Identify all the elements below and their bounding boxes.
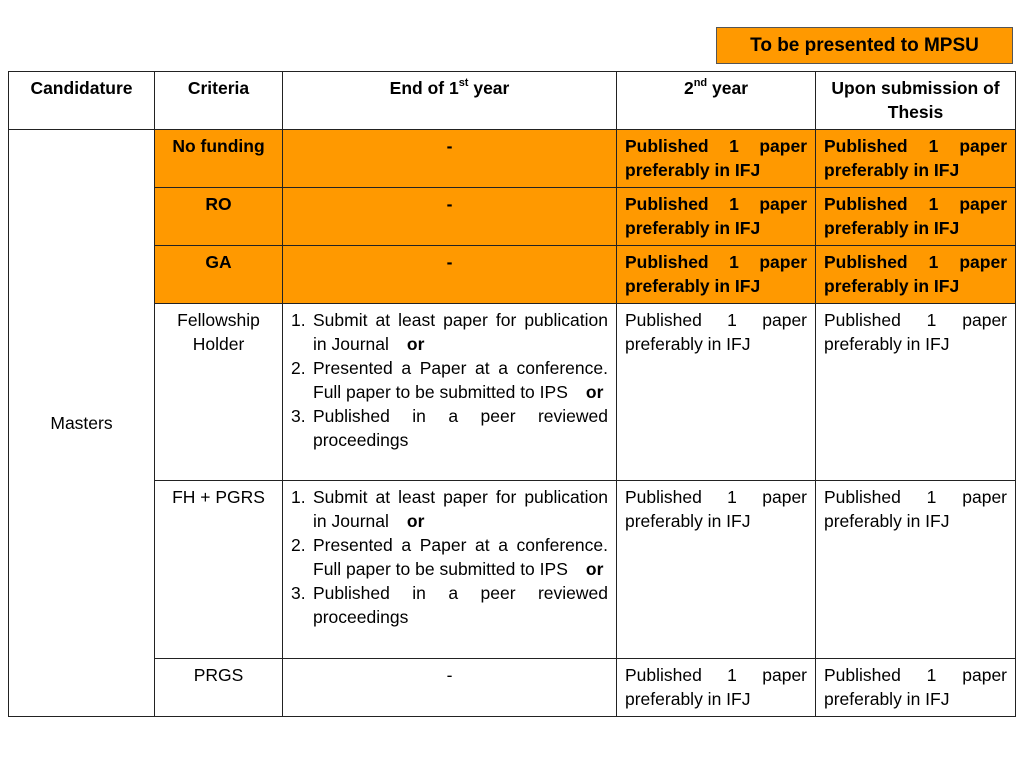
criteria-cell: FH + PGRS <box>155 481 283 659</box>
end-year1-cell <box>283 481 617 659</box>
criteria-cell: PRGS <box>155 659 283 717</box>
requirement-list <box>291 308 608 452</box>
criteria-cell: GA <box>155 246 283 304</box>
end-year1-cell: - <box>283 130 617 188</box>
end-year1-cell: - <box>283 188 617 246</box>
thesis-cell: Published 1 paper preferably in IFJ <box>816 130 1016 188</box>
end-year1-cell: - <box>283 246 617 304</box>
thesis-cell: Published 1 paper preferably in IFJ <box>816 304 1016 481</box>
list-item: 3. Published in a peer reviewed proceedings <box>291 583 608 627</box>
table-row <box>9 130 1016 188</box>
criteria-cell: No funding <box>155 130 283 188</box>
year2-cell: Published 1 paper preferably in IFJ <box>617 130 816 188</box>
criteria-cell: Fellowship Holder <box>155 304 283 481</box>
table-row <box>9 188 1016 246</box>
header-end-of-first-year: End of 1st year <box>283 72 617 130</box>
thesis-cell: Published 1 paper preferably in IFJ <box>816 246 1016 304</box>
header-thesis-submission: Upon submission of Thesis <box>816 72 1016 130</box>
thesis-cell: Published 1 paper preferably in IFJ <box>816 659 1016 717</box>
end-year1-cell: - <box>283 659 617 717</box>
thesis-cell: Published 1 paper preferably in IFJ <box>816 188 1016 246</box>
end-year1-cell <box>283 304 617 481</box>
candidature-masters: Masters <box>9 130 155 717</box>
header-row <box>9 72 1016 130</box>
header-criteria: Criteria <box>155 72 283 130</box>
table-row <box>9 304 1016 481</box>
list-item: 2. Presented a Paper at a conference. Full paper to be submitted to IPS or <box>291 358 608 402</box>
year2-cell: Published 1 paper preferably in IFJ <box>617 246 816 304</box>
thesis-cell: Published 1 paper preferably in IFJ <box>816 481 1016 659</box>
header-candidature: Candidature <box>9 72 155 130</box>
list-item: 1. Submit at least paper for publication in Journal or <box>291 310 608 354</box>
criteria-cell: RO <box>155 188 283 246</box>
year2-cell: Published 1 paper preferably in IFJ <box>617 481 816 659</box>
list-item: 1. Submit at least paper for publication in Journal or <box>291 487 608 531</box>
year2-cell: Published 1 paper preferably in IFJ <box>617 304 816 481</box>
table-row <box>9 659 1016 717</box>
table-row <box>9 246 1016 304</box>
table-row <box>9 481 1016 659</box>
requirements-table <box>8 71 1016 717</box>
year2-cell: Published 1 paper preferably in IFJ <box>617 188 816 246</box>
header-second-year: 2nd year <box>617 72 816 130</box>
list-item: 3. Published in a peer reviewed proceedings <box>291 406 608 450</box>
mpsu-badge: To be presented to MPSU <box>716 27 1013 64</box>
list-item: 2. Presented a Paper at a conference. Full paper to be submitted to IPS or <box>291 535 608 579</box>
year2-cell: Published 1 paper preferably in IFJ <box>617 659 816 717</box>
requirement-list <box>291 485 608 629</box>
